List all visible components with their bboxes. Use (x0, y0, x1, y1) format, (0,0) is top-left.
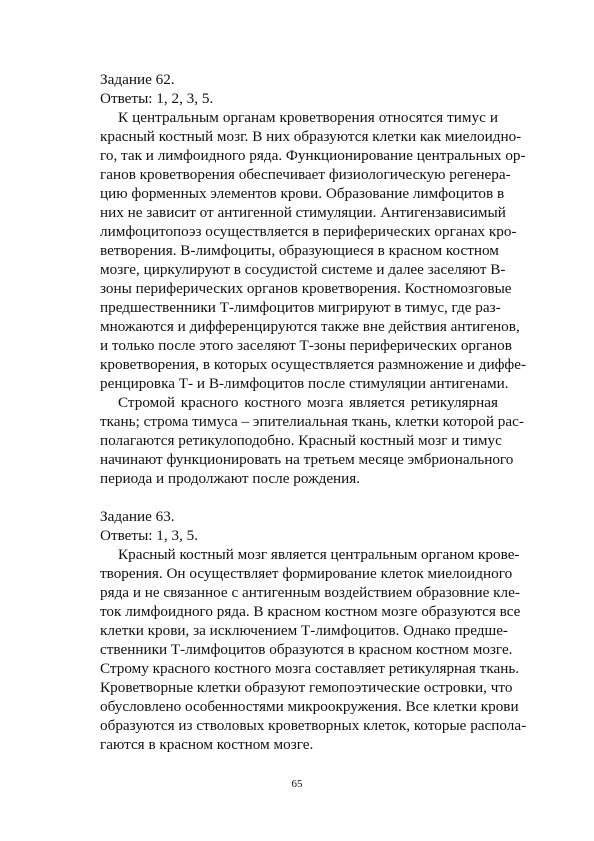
s62-p1-line: предшественники Т-лимфоцитов мигрируют в тимус, где раз- (100, 299, 501, 316)
s63-p1-line: Строму красного костного мозга составляет ретикулярная ткань. (100, 660, 520, 677)
s63-p1-line: образуются из стволовых кроветворных клеток, которые распола- (100, 717, 527, 734)
section-62-answers: Ответы: 1, 2, 3, 5. (100, 90, 214, 107)
s62-p1-line: зоны периферических органов кроветворения. Костномозговые (100, 280, 512, 297)
s62-p2-line: начинают функционировать на третьем месяце эмбрионального (100, 451, 514, 468)
s63-p1-line: Красный костный мозг является центральным органом крове- (118, 546, 520, 563)
section-63-answers: Ответы: 1, 3, 5. (100, 527, 199, 544)
s62-p1-line: ренцировка Т- и В-лимфоцитов после стимуляции антигенами. (100, 375, 509, 392)
s63-p1-line: гаются в красном костном мозге. (100, 736, 314, 753)
s63-p1-line: клетки крови, за исключением Т-лимфоцитов. Однако предше- (100, 622, 508, 639)
s62-p1-line: К центральным органам кроветворения относятся тимус и (118, 109, 498, 126)
s62-p2-line: полагаются ретикулоподобно. Красный костный мозг и тимус (100, 432, 502, 449)
s63-p1-line: Кроветворные клетки образуют гемопоэтические островки, что (100, 679, 513, 696)
s62-p1-line: мозге, циркулируют в сосудистой системе и далее заселяют В- (100, 261, 506, 278)
s62-p1-line: ветворения. В-лимфоциты, образующиеся в красном костном (100, 242, 499, 259)
s63-p1-line: обусловлено особенностями микроокружения. Все клетки крови (100, 698, 519, 715)
s62-p1-line: множаются и дифференцируются также вне действия антигенов, (100, 318, 520, 335)
s62-p2-line: периода и продолжают после рождения. (100, 470, 361, 487)
s63-p1-line: творения. Он осуществляет формирование клеток миелоидного (100, 565, 513, 582)
s62-p1-line: ганов кроветворения обеспечивает физиологическую регенера- (100, 166, 511, 183)
s62-p1-line: и только после этого заселяют Т-зоны периферических органов (100, 337, 512, 354)
s63-p1-line: ток лимфоидного ряда. В красном костном мозге образуются все (100, 603, 521, 620)
s62-p1-line: лимфоцитопоэз осуществляется в периферических органах кро- (100, 223, 517, 240)
s62-p1-line: красный костный мозг. В них образуются клетки как миелоидно- (100, 128, 522, 145)
s62-p2-line: Стромой красного костного мозга является ретикулярная (118, 394, 498, 411)
s62-p1-line: цию форменных элементов крови. Образование лимфоцитов в (100, 185, 505, 202)
s62-p1-line: них не зависит от антигенной стимуляции. Антигензависимый (100, 204, 506, 221)
s63-p1-line: ственники Т-лимфоцитов образуются в красном костном мозге. (100, 641, 513, 658)
s62-p1-line: го, так и лимфоидного ряда. Функционирование центральных ор- (100, 147, 526, 164)
page-number: 65 (291, 778, 303, 790)
s63-p1-line: ряда и не связанное с антигенным воздействием образовние кле- (100, 584, 520, 601)
section-63-title: Задание 63. (100, 508, 175, 525)
s62-p2-line: ткань; строма тимуса – эпителиальная ткань, клетки которой рас- (100, 413, 524, 430)
section-62-title: Задание 62. (100, 71, 175, 88)
s62-p1-line: кроветворения, в которых осуществляется размножение и диффе- (100, 356, 527, 373)
